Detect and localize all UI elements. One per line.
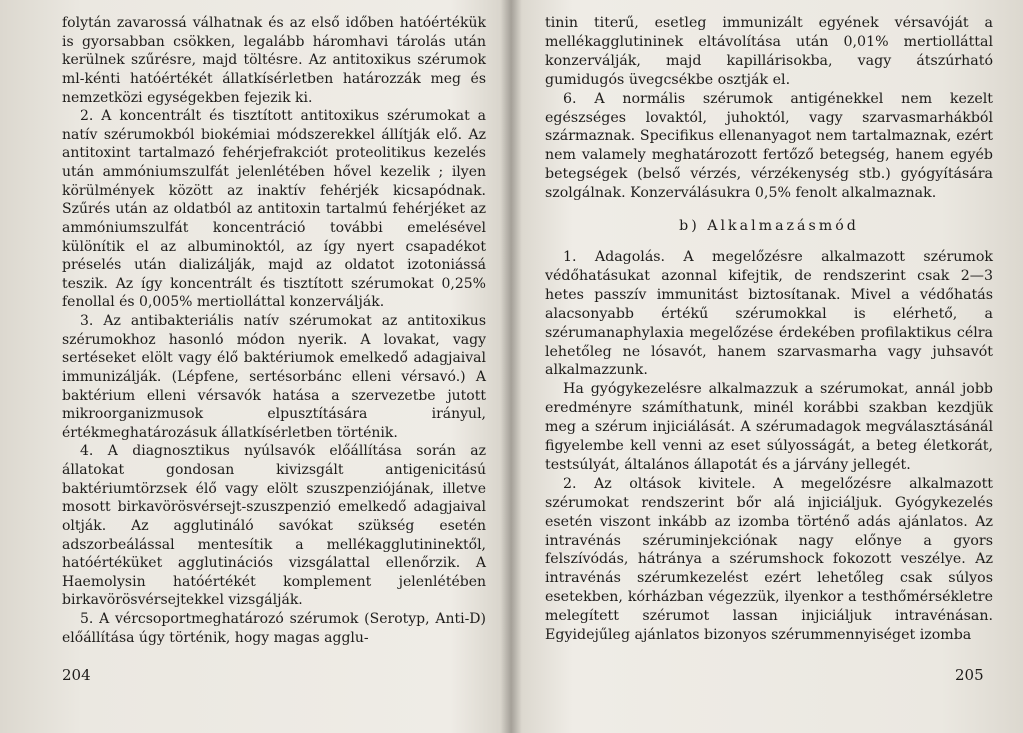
paragraph: 1. Adagolás. A megelőzésre alkalmazott szérumok védőhatásukat azonnal kifejtik, de rendszerint csak 2—3 hetes passzív immunitást biztosítanak. Mivel a védőhatás alacsonyabb értékű szérumokkal is elérhető, a szérumanaphylaxia megelőzése érdekében profilaktikus célra lehetőleg ne lósavót, hanem szarvasmarha vagy juhsavót alkalmazzunk.	[545, 248, 993, 379]
paragraph: Ha gyógykezelésre alkalmazzuk a szérumokat, annál jobb eredményre számíthatunk, minél korábbi szakban kezdjük meg a szérum injiciálását. A szérumadagok megválasztásánál figyelembe kell venni az eset súlyosságát, a beteg életkorát, testsúlyát, általános állapotát és a járvány jellegét.	[545, 381, 993, 473]
left-page-text	[62, 14, 486, 647]
paragraph: tinin titerű, esetleg immunizált egyének vérsavóját a mellékagglutininek eltávolítása után 0,01% mertiolláttal konzerválják, majd kapillárisokba, vagy átszúrható gumidugós üvegcsékbe osztják el.	[545, 15, 993, 88]
right-page-text	[545, 14, 993, 645]
left-page	[0, 0, 505, 733]
paragraph: 6. A normális szérumok antigénekkel nem kezelt egészséges lovaktól, juhoktól, vagy szarvasmarhákból származnak. Specifikus ellenanyagot nem tartalmaznak, ezért nem valamely meghatározott fertőző betegség, hanem egyéb betegségek (belső vérzés, vérzékenység stb.) gyógyítására szolgálnak. Konzerválásukra 0,5% fenolt alkalmaznak.	[545, 90, 993, 202]
paragraph: folytán zavarossá válhatnak és az első időben hatóértékük is gyorsabban csökken, legalább háromhavi tárolás után kerülnek szűrésre, majd töltésre. Az antitoxikus szérumok ml-kénti hatóértékét állatkísérletben határozzák meg és nemzetközi egységekben fejezik ki.	[62, 15, 486, 106]
paragraph: 2. A koncentrált és tisztított antitoxikus szérumokat a natív szérumokból biokémiai módszerekkel állítják elő. Az antitoxint tartalmazó fehérjefrakciót proteolitikus kezelés után ammóniumszulfát jelenlétében hővel kezelik ; ilyen körülmények között az inaktív fehérjék kicsapódnak. Szűrés után az oldatból az antitoxin tartalmú fehérjéket az ammóniumszulfát koncentráció további emelésével különítik el az albuminoktól, az így nyert csapadékot préselés után dializálják, majd az oldatot izotoniássá teszik. Az így koncentrált és tisztított szérumokat 0,25% fenollal és 0,005% mertiolláttal konzerválják.	[62, 108, 486, 311]
section-heading: b) Alkalmazásmód	[679, 218, 859, 235]
page-number: 205	[955, 666, 984, 684]
paragraph: 3. Az antibakteriális natív szérumokat az antitoxikus szérumokhoz hasonló módon nyerik. A lovakat, vagy sertéseket elölt vagy élő baktériumok emelkedő adagjaival immunizálják. (Lépfene, sertésorbánc elleni vérsavó.) A baktérium elleni vérsavók hatása a szervezetbe jutott mikroorganizmusok elpusztítására irányul, értékmeghatározásuk állatkísérletben történik.	[62, 313, 486, 441]
paragraph: 5. A vércsoportmeghatározó szérumok (Serotyp, Anti-D) előállítása úgy történik, hogy magas agglu-	[62, 611, 486, 646]
paragraph: 4. A diagnosztikus nyúlsavók előállítása során az állatokat gondosan kivizsgált antigenicitású baktériumtörzsek élő vagy elölt szuszpenziójának, illetve mosott birkavörösvérsejt-szuszpenzió emelkedő adagjaival oltják. Az agglutináló savókat szükség esetén adszorbeálással mentesítik a mellékagglutininektől, hatóértéküket agglutinációs vizsgálattal ellenőrzik. A Haemolysin hatóértékét komplement jelenlétében birkavörösvérsejtekkel vizsgálják.	[62, 443, 486, 609]
page-number: 204	[62, 666, 91, 684]
right-page	[515, 0, 1023, 733]
paragraph: 2. Az oltások kivitele. A megelőzésre alkalmazott szérumokat rendszerint bőr alá injiciáljuk. Gyógykezelés esetén viszont inkább az izomba történő adás ajánlatos. Az intravénás széruminjekciónak nagy előnye a gyors felszívódás, hátránya a szérumshock fokozott veszélye. Az intravénás szérumkezelést ezért lehetőleg csak súlyos esetekben, kórházban végezzük, ilyenkor a testhőmérsékletre melegített szérumot lassan injiciáljuk intravénásan. Egyidejűleg ajánlatos bizonyos szérummennyiséget izomba	[545, 475, 993, 644]
